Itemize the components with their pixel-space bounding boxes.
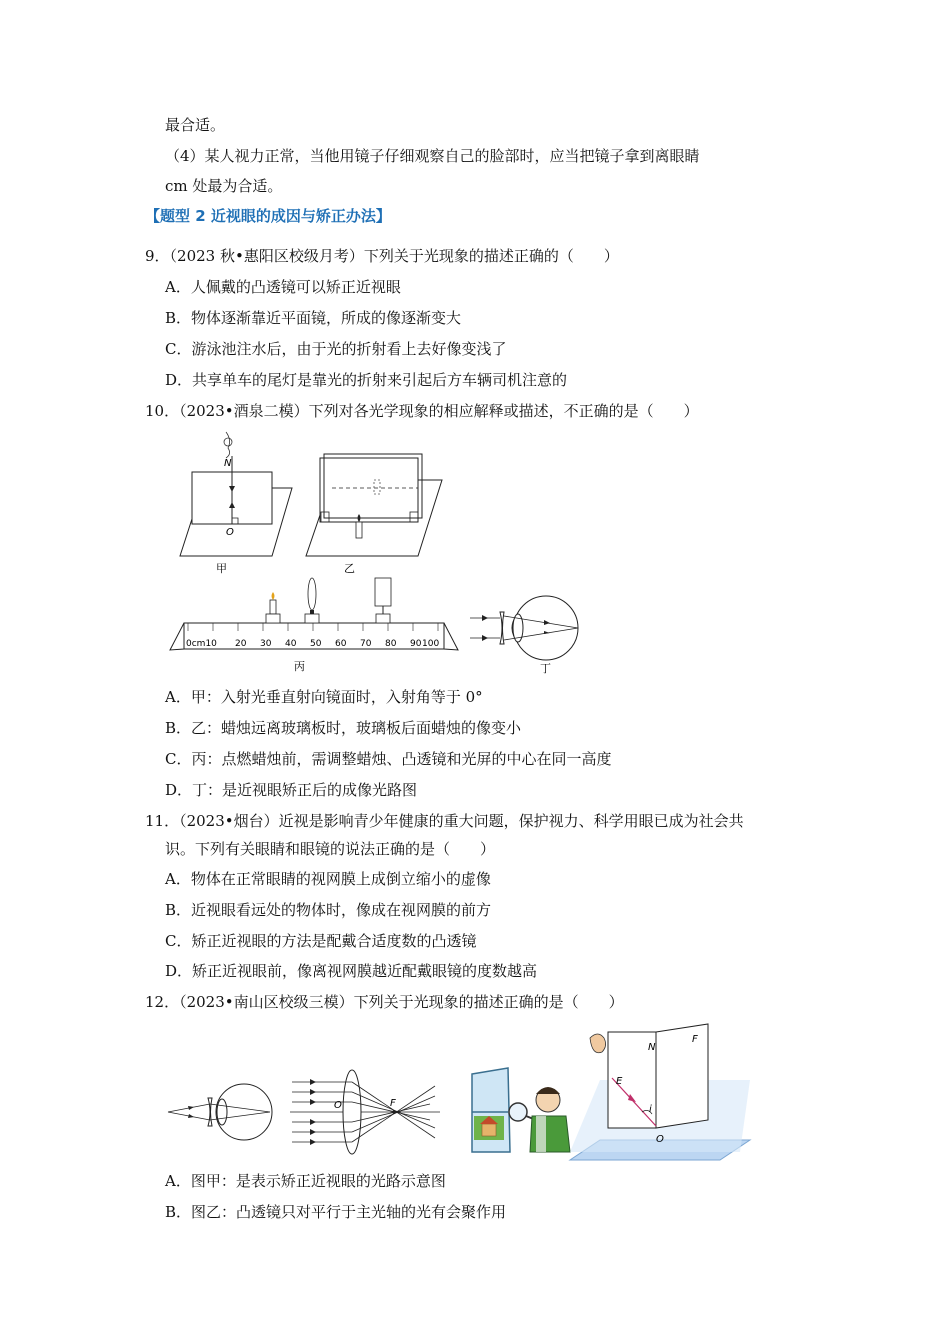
ruler-tick-0: 0cm10 (186, 639, 217, 649)
ruler-tick-60: 60 (335, 639, 347, 649)
q11-option-c: C．矫正近视眼的方法是配戴合适度数的凸透镜 (165, 932, 477, 950)
q12-option-b: B．图乙：凸透镜只对平行于主光轴的光有会聚作用 (165, 1203, 507, 1221)
q11-option-a: A．物体在正常眼睛的视网膜上成倒立缩小的虚像 (165, 870, 491, 888)
q11-stem-line-2: 识。下列有关眼睛和眼镜的说法正确的是（ ） (165, 840, 496, 858)
q10-option-c: C．丙：点燃蜡烛前，需调整蜡烛、凸透镜和光屏的中心在同一高度 (165, 750, 612, 768)
fig12-jia-eye (168, 1084, 272, 1140)
fig-yi-caption: 乙 (344, 562, 355, 575)
fig12-ding-label-e: E (616, 1076, 623, 1087)
q10-option-d: D．丁：是近视眼矫正后的成像光路图 (165, 781, 418, 799)
ruler-tick-50: 50 (310, 639, 322, 649)
q10-option-a: A．甲：入射光垂直射向镜面时，入射角等于 0° (165, 688, 483, 706)
fig-ding-caption: 丁 (540, 662, 551, 675)
fig12-ding-reflection-board (570, 1024, 750, 1160)
fig12-bing-magnifier-scene (472, 1068, 570, 1152)
q10-figure (160, 428, 600, 678)
ruler-tick-90: 90 (410, 639, 422, 649)
ruler-tick-20: 20 (235, 639, 247, 649)
fig12-ding-label-i: i (649, 1104, 652, 1115)
fig12-yi-label-f: F (390, 1098, 396, 1109)
fig-ding-corrected-eye (470, 596, 578, 675)
section-heading: 【题型 2 近视眼的成因与矫正办法】 (145, 207, 391, 225)
q9-option-b: B．物体逐渐靠近平面镜，所成的像逐渐变大 (165, 309, 462, 327)
q12-option-a: A．图甲：是表示矫正近视眼的光路示意图 (165, 1172, 446, 1190)
fig12-ding-label-o: O (656, 1134, 664, 1145)
ruler-tick-100: 100 (422, 639, 440, 649)
q11-option-d: D．矫正近视眼前，像离视网膜越近配戴眼镜的度数越高 (165, 962, 538, 980)
fig12-yi-label-o: O (334, 1100, 342, 1111)
q11-stem-line-1: 11．（2023•烟台）近视是影响青少年健康的重大问题，保护视力、科学用眼已成为社会共 (145, 812, 744, 830)
fig-bing-caption: 丙 (294, 660, 305, 673)
fig-jia-caption: 甲 (216, 562, 227, 575)
q12-figure (160, 1020, 760, 1165)
fig12-ding-label-n: N (648, 1042, 656, 1053)
intro-line-2: （4）某人视力正常，当他用镜子仔细观察自己的脸部时，应当把镜子拿到离眼睛 (165, 147, 700, 165)
q10-stem: 10．（2023•酒泉二模）下列对各光学现象的相应解释或描述，不正确的是（ ） (145, 402, 699, 420)
ruler-tick-70: 70 (360, 639, 372, 649)
fig12-ding-label-f: F (692, 1034, 698, 1045)
intro-line-3: cm 处最为合适。 (165, 177, 283, 195)
q9-option-c: C．游泳池注水后，由于光的折射看上去好像变浅了 (165, 340, 507, 358)
q12-stem: 12．（2023•南山区校级三模）下列关于光现象的描述正确的是（ ） (145, 993, 624, 1011)
intro-line-1: 最合适。 (165, 116, 226, 134)
q9-stem: 9．（2023 秋•惠阳区校级月考）下列关于光现象的描述正确的（ ） (145, 247, 619, 265)
fig-jia-label-n: N (224, 458, 232, 469)
fig-yi-plane-mirror-candle (306, 454, 442, 575)
fig-jia-mirror-reflection (180, 432, 292, 575)
ruler-tick-40: 40 (285, 639, 297, 649)
q9-option-d: D．共享单车的尾灯是靠光的折射来引起后方车辆司机注意的 (165, 371, 568, 389)
fig-jia-label-o: O (226, 527, 234, 538)
ruler-tick-30: 30 (260, 639, 272, 649)
q9-option-a: A．人佩戴的凸透镜可以矫正近视眼 (165, 278, 401, 296)
fig-bing-optical-bench (170, 578, 458, 673)
q10-option-b: B．乙：蜡烛远离玻璃板时，玻璃板后面蜡烛的像变小 (165, 719, 522, 737)
fig12-yi-convex-lens (290, 1070, 440, 1154)
ruler-tick-80: 80 (385, 639, 397, 649)
q11-option-b: B．近视眼看远处的物体时，像成在视网膜的前方 (165, 901, 492, 919)
